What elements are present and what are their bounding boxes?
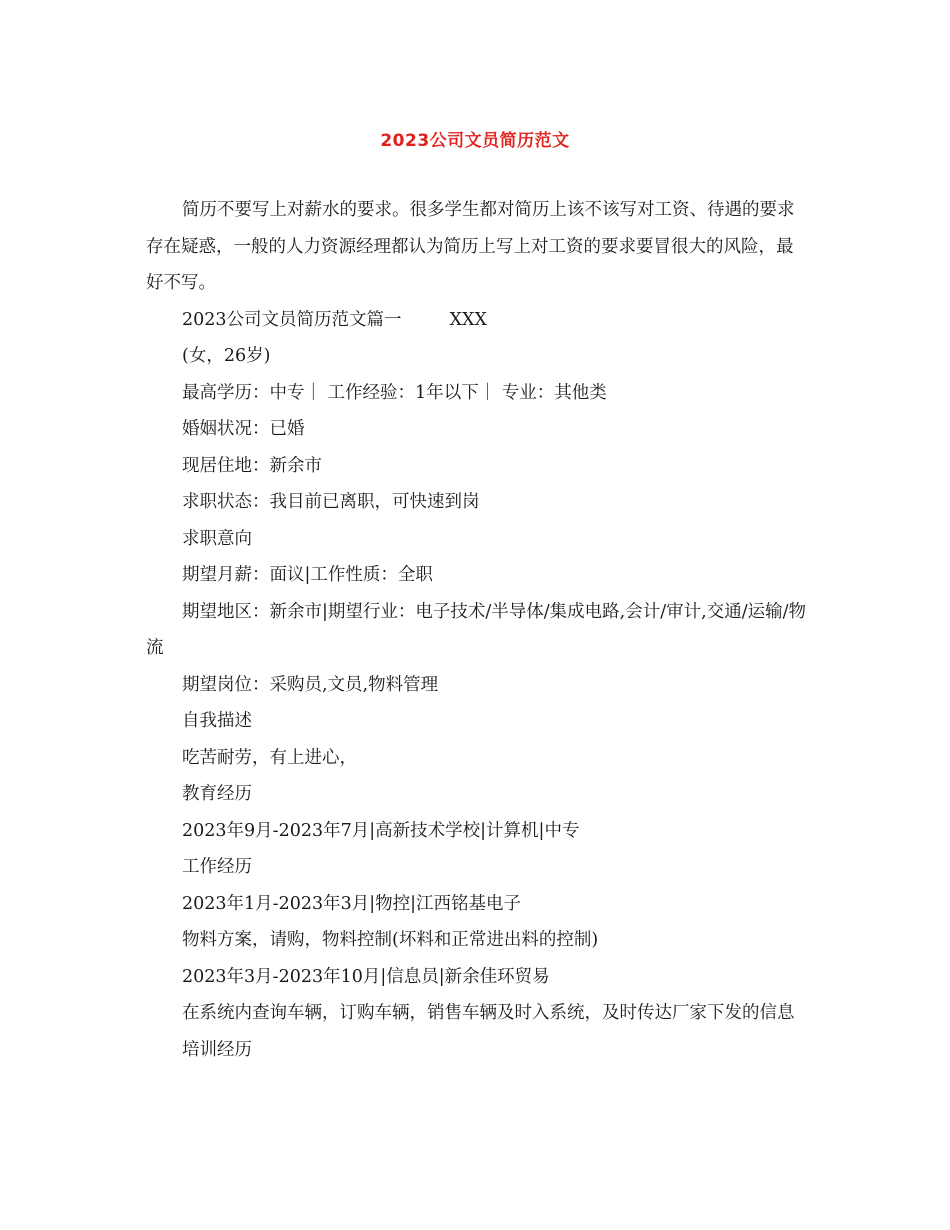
resume-heading-line (146, 302, 806, 339)
job-status: 求职状态：我目前已离职，可快速到岗 (182, 492, 480, 512)
resume-heading: 2023公司文员简历范文篇一 (182, 309, 402, 330)
intro-paragraph: 简历不要写上对薪水的要求。很多学生都对简历上该不该写对工资、待遇的要求存在疑惑，一般的人力资源经理都认为简历上写上对工资的要求要冒很大的风险，最好不写。 (146, 200, 795, 293)
candidate-gender-age: (女，26岁) (182, 346, 271, 366)
section-heading-work: 工作经历 (182, 857, 252, 877)
document-title: 2023公司文员简历范文 (380, 131, 570, 151)
section-heading-training: 培训经历 (182, 1039, 252, 1060)
section-heading-self-description: 自我描述 (182, 711, 252, 731)
education-experience-major: 最高学历：中专｜ 工作经验：1年以下｜ 专业：其他类 (182, 382, 607, 403)
work-entry-2-description: 在系统内查询车辆，订购车辆，销售车辆及时入系统，及时传达厂家下发的信息 (182, 1003, 795, 1023)
current-residence: 现居住地：新余市 (182, 455, 322, 476)
section-heading-job-intention: 求职意向 (182, 528, 252, 549)
self-description: 吃苦耐劳，有上进心， (182, 747, 357, 768)
expected-position: 期望岗位：采购员,文员,物料管理 (182, 674, 439, 695)
expected-region-industry: 期望地区：新余市|期望行业：电子技术/半导体/集成电路,会计/审计,交通/运输/物流 (146, 601, 806, 658)
expected-salary: 期望月薪：面议|工作性质：全职 (182, 565, 433, 585)
work-entry-1-description: 物料方案，请购，物料控制(坏料和正常进出料的控制) (182, 930, 599, 950)
document-body (146, 192, 806, 1068)
section-heading-education: 教育经历 (182, 784, 252, 804)
candidate-name: XXX (449, 309, 487, 330)
work-entry-1: 2023年1月-2023年3月|物控|江西铭基电子 (182, 893, 522, 914)
marital-status: 婚姻状况：已婚 (182, 419, 305, 439)
education-entry: 2023年9月-2023年7月|高新技术学校|计算机|中专 (182, 820, 580, 841)
work-entry-2: 2023年3月-2023年10月|信息员|新余佳环贸易 (182, 966, 550, 987)
